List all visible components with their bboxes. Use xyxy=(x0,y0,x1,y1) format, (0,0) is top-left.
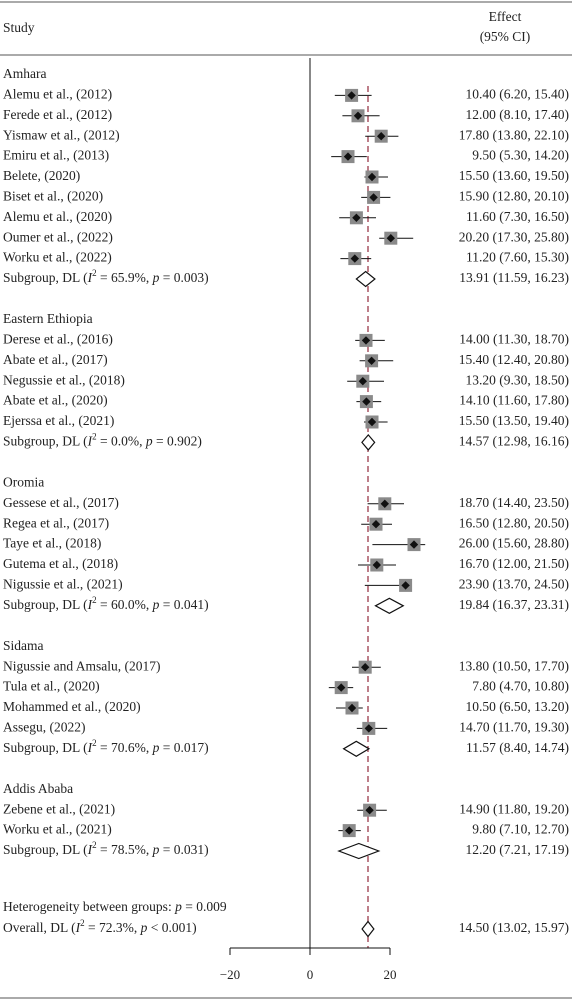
study-effect: 14.70 (11.70, 19.30) xyxy=(459,719,569,735)
study-label: Oumer et al., (2022) xyxy=(3,229,113,245)
i2-value: 78.5% xyxy=(111,842,146,858)
group-title: Sidama xyxy=(3,637,44,653)
study-label: Gutema et al., (2018) xyxy=(3,556,119,572)
study-effect: 17.80 (13.80, 22.10) xyxy=(458,127,569,143)
p-value: 0.003 xyxy=(173,270,205,286)
study-label: Mohammed et al., (2020) xyxy=(3,699,141,715)
study-label: Gessese et al., (2017) xyxy=(3,494,119,510)
study-label: Abate et al., (2020) xyxy=(3,392,108,408)
overall-diamond xyxy=(362,922,374,937)
subgroup-diamond xyxy=(339,844,379,859)
study-label: Ferede et al., (2012) xyxy=(3,106,113,122)
i2-value: 70.6% xyxy=(111,739,146,755)
study-label: Taye et al., (2018) xyxy=(3,535,102,551)
study-effect: 16.70 (12.00, 21.50) xyxy=(458,556,569,572)
study-effect: 15.90 (12.80, 20.10) xyxy=(458,188,569,204)
i2-value: 60.0% xyxy=(111,596,146,612)
study-effect: 23.90 (13.70, 24.50) xyxy=(458,576,569,592)
p-value: 0.902 xyxy=(167,433,198,449)
subgroup-diamond xyxy=(375,598,403,613)
i2-value: 65.9% xyxy=(111,270,146,286)
study-effect: 7.80 (4.70, 10.80) xyxy=(472,678,569,694)
x-tick-label: 0 xyxy=(306,966,314,982)
header-study: Study xyxy=(3,20,35,36)
study-effect: 14.00 (11.30, 18.70) xyxy=(459,331,569,347)
group-title: Oromia xyxy=(3,474,45,490)
study-effect: 15.50 (13.60, 19.50) xyxy=(458,168,569,184)
study-label: Tula et al., (2020) xyxy=(3,678,100,694)
study-label: Regea et al., (2017) xyxy=(3,515,110,531)
study-effect: 9.80 (7.10, 12.70) xyxy=(472,821,569,837)
subgroup-label: Subgroup, DL ($I^2 = 70.6\%$, p = 0.017) xyxy=(3,737,209,755)
study-effect: 10.50 (6.50, 13.20) xyxy=(465,699,569,715)
p-value: 0.017 xyxy=(173,739,205,755)
study-effect: 14.10 (11.60, 17.80) xyxy=(459,392,569,408)
p-value: 0.009 xyxy=(196,899,227,915)
subgroup-diamond xyxy=(344,741,369,756)
study-effect: 15.40 (12.40, 20.80) xyxy=(458,351,569,367)
study-label: Worku et al., (2022) xyxy=(3,249,112,265)
overall-label: Overall, DL ($I^2 = 72.3\%$, p < 0.001) xyxy=(3,918,197,936)
study-label: Biset et al., (2020) xyxy=(3,188,104,204)
study-label: Belete, (2020) xyxy=(3,168,81,184)
subgroup-label: Subgroup, DL ($I^2 = 65.9\%$, p = 0.003) xyxy=(3,268,209,286)
study-effect: 11.20 (7.60, 15.30) xyxy=(466,249,569,265)
x-tick-label: 20 xyxy=(383,966,397,982)
subgroup-effect: 14.57 (12.98, 16.16) xyxy=(458,433,569,449)
study-effect: 13.80 (10.50, 17.70) xyxy=(458,658,569,674)
group-title: Eastern Ethiopia xyxy=(3,311,93,327)
p-value: 0.041 xyxy=(173,596,205,612)
subgroup-label: Subgroup, DL ($I^2 = 0.0\%$, p = 0.902) xyxy=(3,431,202,449)
subgroup-label: Subgroup, DL ($I^2 = 78.5\%$, p = 0.031) xyxy=(3,840,209,858)
study-label: Ejerssa et al., (2021) xyxy=(3,413,115,429)
i2-value: 72.3% xyxy=(98,920,134,936)
subgroup-diamond xyxy=(362,435,375,450)
study-effect: 16.50 (12.80, 20.50) xyxy=(458,515,569,531)
study-effect: 20.20 (17.30, 25.80) xyxy=(458,229,569,245)
header-effect: Effect xyxy=(488,9,522,25)
study-effect: 13.20 (9.30, 18.50) xyxy=(465,372,569,388)
x-tick-label: −20 xyxy=(219,966,241,982)
study-effect: 10.40 (6.20, 15.40) xyxy=(465,86,569,102)
group-title: Addis Ababa xyxy=(3,780,74,796)
study-label: Nigussie et al., (2021) xyxy=(3,576,123,592)
i2-value: 0.0% xyxy=(111,433,140,449)
subgroup-diamond xyxy=(356,272,375,287)
subgroup-effect: 19.84 (16.37, 23.31) xyxy=(458,596,569,612)
study-label: Worku et al., (2021) xyxy=(3,821,112,837)
p-value: < 0.001 xyxy=(150,920,193,936)
header-ci: (95% CI) xyxy=(479,29,531,45)
study-label: Negussie et al., (2018) xyxy=(3,372,125,388)
overall-effect: 14.50 (13.02, 15.97) xyxy=(458,920,569,936)
study-label: Yismaw et al., (2012) xyxy=(3,127,120,143)
subgroup-effect: 12.20 (7.21, 17.19) xyxy=(465,842,569,858)
study-effect: 26.00 (15.60, 28.80) xyxy=(458,535,569,551)
study-label: Assegu, (2022) xyxy=(3,719,86,735)
study-label: Alemu et al., (2012) xyxy=(3,86,113,102)
study-label: Derese et al., (2016) xyxy=(3,331,113,347)
subgroup-effect: 11.57 (8.40, 14.74) xyxy=(466,739,569,755)
study-label: Alemu et al., (2020) xyxy=(3,208,113,224)
subgroup-effect: 13.91 (11.59, 16.23) xyxy=(459,270,569,286)
study-label: Nigussie and Amsalu, (2017) xyxy=(3,658,161,674)
study-label: Emiru et al., (2013) xyxy=(3,147,110,163)
study-label: Abate et al., (2017) xyxy=(3,351,108,367)
study-effect: 9.50 (5.30, 14.20) xyxy=(472,147,569,163)
heterogeneity-label: Heterogeneity between groups: p = 0.009 xyxy=(3,899,227,915)
subgroup-label: Subgroup, DL ($I^2 = 60.0\%$, p = 0.041) xyxy=(3,594,209,612)
study-effect: 12.00 (8.10, 17.40) xyxy=(465,106,569,122)
group-title: Amhara xyxy=(3,66,47,82)
study-effect: 11.60 (7.30, 16.50) xyxy=(466,208,569,224)
study-effect: 15.50 (13.50, 19.40) xyxy=(458,413,569,429)
study-effect: 14.90 (11.80, 19.20) xyxy=(459,801,569,817)
p-value: 0.031 xyxy=(173,842,205,858)
study-label: Zebene et al., (2021) xyxy=(3,801,116,817)
study-effect: 18.70 (14.40, 23.50) xyxy=(458,494,569,510)
